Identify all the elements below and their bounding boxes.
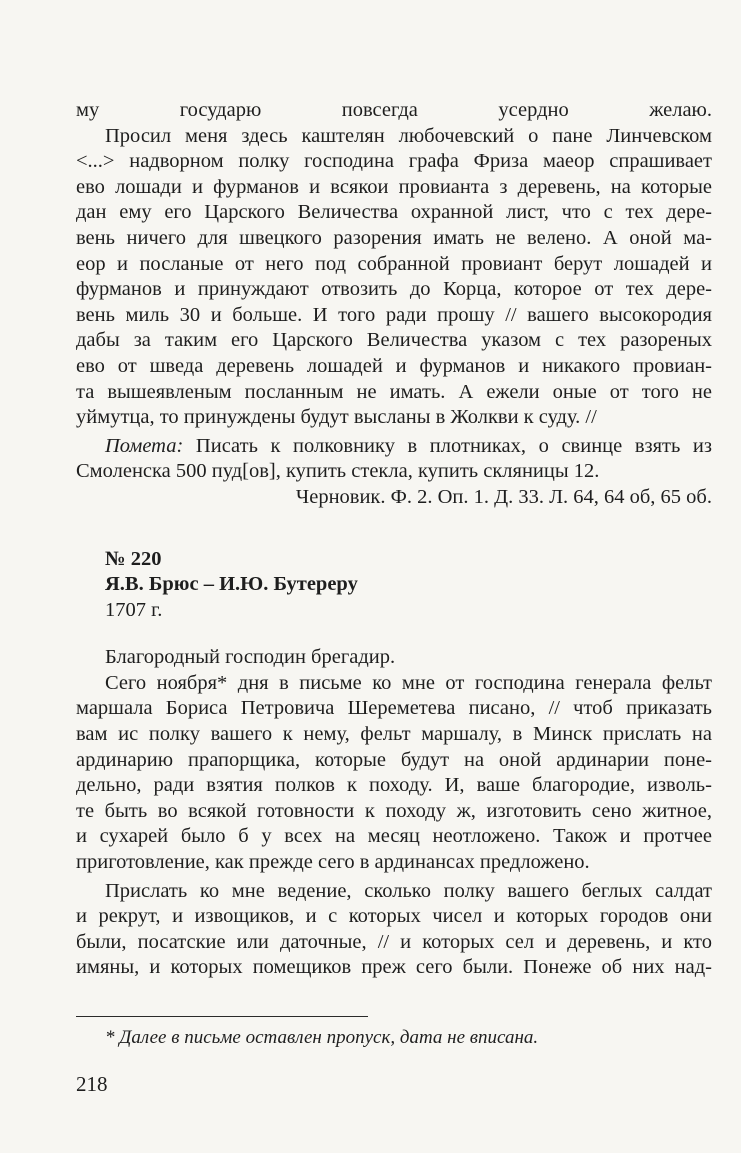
text-line: маршала Бориса Петровича Шереметева писано, // чтоб приказать <box>76 697 712 720</box>
footnote-divider <box>76 1016 368 1017</box>
salutation: Благородный господин брегадир. <box>105 646 396 669</box>
text-line: Сего ноября* дня в письме ко мне от господина генерала фельт <box>105 671 712 694</box>
text-line: вень миль 30 и больше. И того ради прошу // вашего высокородия <box>76 303 712 326</box>
text-line: дан ему его Царского Величества охранной лист, что с тех дере- <box>76 201 712 224</box>
text-line: были, посатские или даточные, // и которых сел и деревень, и кто <box>76 930 712 953</box>
text-line: вам ис полку вашего к нему, фельт маршалу, в Минск прислать на <box>76 723 712 746</box>
page-body <box>76 98 712 981</box>
text-line: вень ничего для швецкого разорения имать не велено. А оной ма- <box>76 226 712 249</box>
text-line: и сухарей было б у всех на месяц неотложено. Також и протчее <box>76 825 712 848</box>
text-line: Прислать ко мне ведение, сколько полку вашего беглых салдат <box>105 879 712 902</box>
text-line: те быть во всякой готовности к походу ж, изготовить сено житное, <box>76 799 712 822</box>
text-line: дабы за таким его Царского Величества указом с тех разореных <box>76 329 712 352</box>
document-number: № 220 <box>105 547 162 570</box>
page-number: 218 <box>76 1072 108 1096</box>
note-line <box>76 434 712 460</box>
document-title: Я.В. Брюс – И.Ю. Бутереру <box>105 573 358 596</box>
text-line: та вышеявленым посланным не имать. А ежели оные от того не <box>76 380 712 403</box>
text-line: уймутца, то принуждены будут высланы в Жолкви к суду. // <box>76 406 597 429</box>
text-line: дельно, ради взятия полков к походу. И, ваше благородие, изволь- <box>76 774 712 797</box>
text-line: фурманов и принуждают отвозить до Корца, которое от тех дере- <box>76 278 712 301</box>
source-citation: Черновик. Ф. 2. Оп. 1. Д. 33. Л. 64, 64 об, 65 об. <box>295 485 712 508</box>
text-line: имяны, и которых помещиков преж сего были. Понеже об них над- <box>76 956 712 979</box>
document-date: 1707 г. <box>105 598 163 621</box>
text-line: ево лошади и фурманов и всякои провианта з деревень, на которые <box>76 175 712 198</box>
text-line: еор и посланые от него под собранной провиант берут лошадей и <box>76 252 712 275</box>
note-label: Помета: <box>105 434 184 457</box>
note-line: Смоленска 500 пуд[ов], купить стекла, купить скляницы 12. <box>76 460 600 483</box>
text-line: ево от шведа деревень лошадей и фурманов и никакого провиан- <box>76 354 712 377</box>
text-line: му государю повсегда усердно желаю. <box>76 99 712 121</box>
footnote: * Далее в письме оставлен пропуск, дата не вписана. <box>105 1027 539 1048</box>
text-line: ардинарию прапорщика, которые будут на оной ардинарии поне- <box>76 748 712 771</box>
note-text: Писать к полковнику в плотниках, о свинце взять из <box>183 434 712 457</box>
text-line: и рекрут, и извощиков, и с которых чисел и которых городов они <box>76 905 712 928</box>
text-line: <...> надворном полку господина графа Фриза маеор спрашивает <box>76 150 712 173</box>
text-line: приготовление, как прежде сего в ардинансах предложено. <box>76 851 590 874</box>
text-line: Просил меня здесь каштелян любочевский о пане Линчевском <box>105 124 712 147</box>
